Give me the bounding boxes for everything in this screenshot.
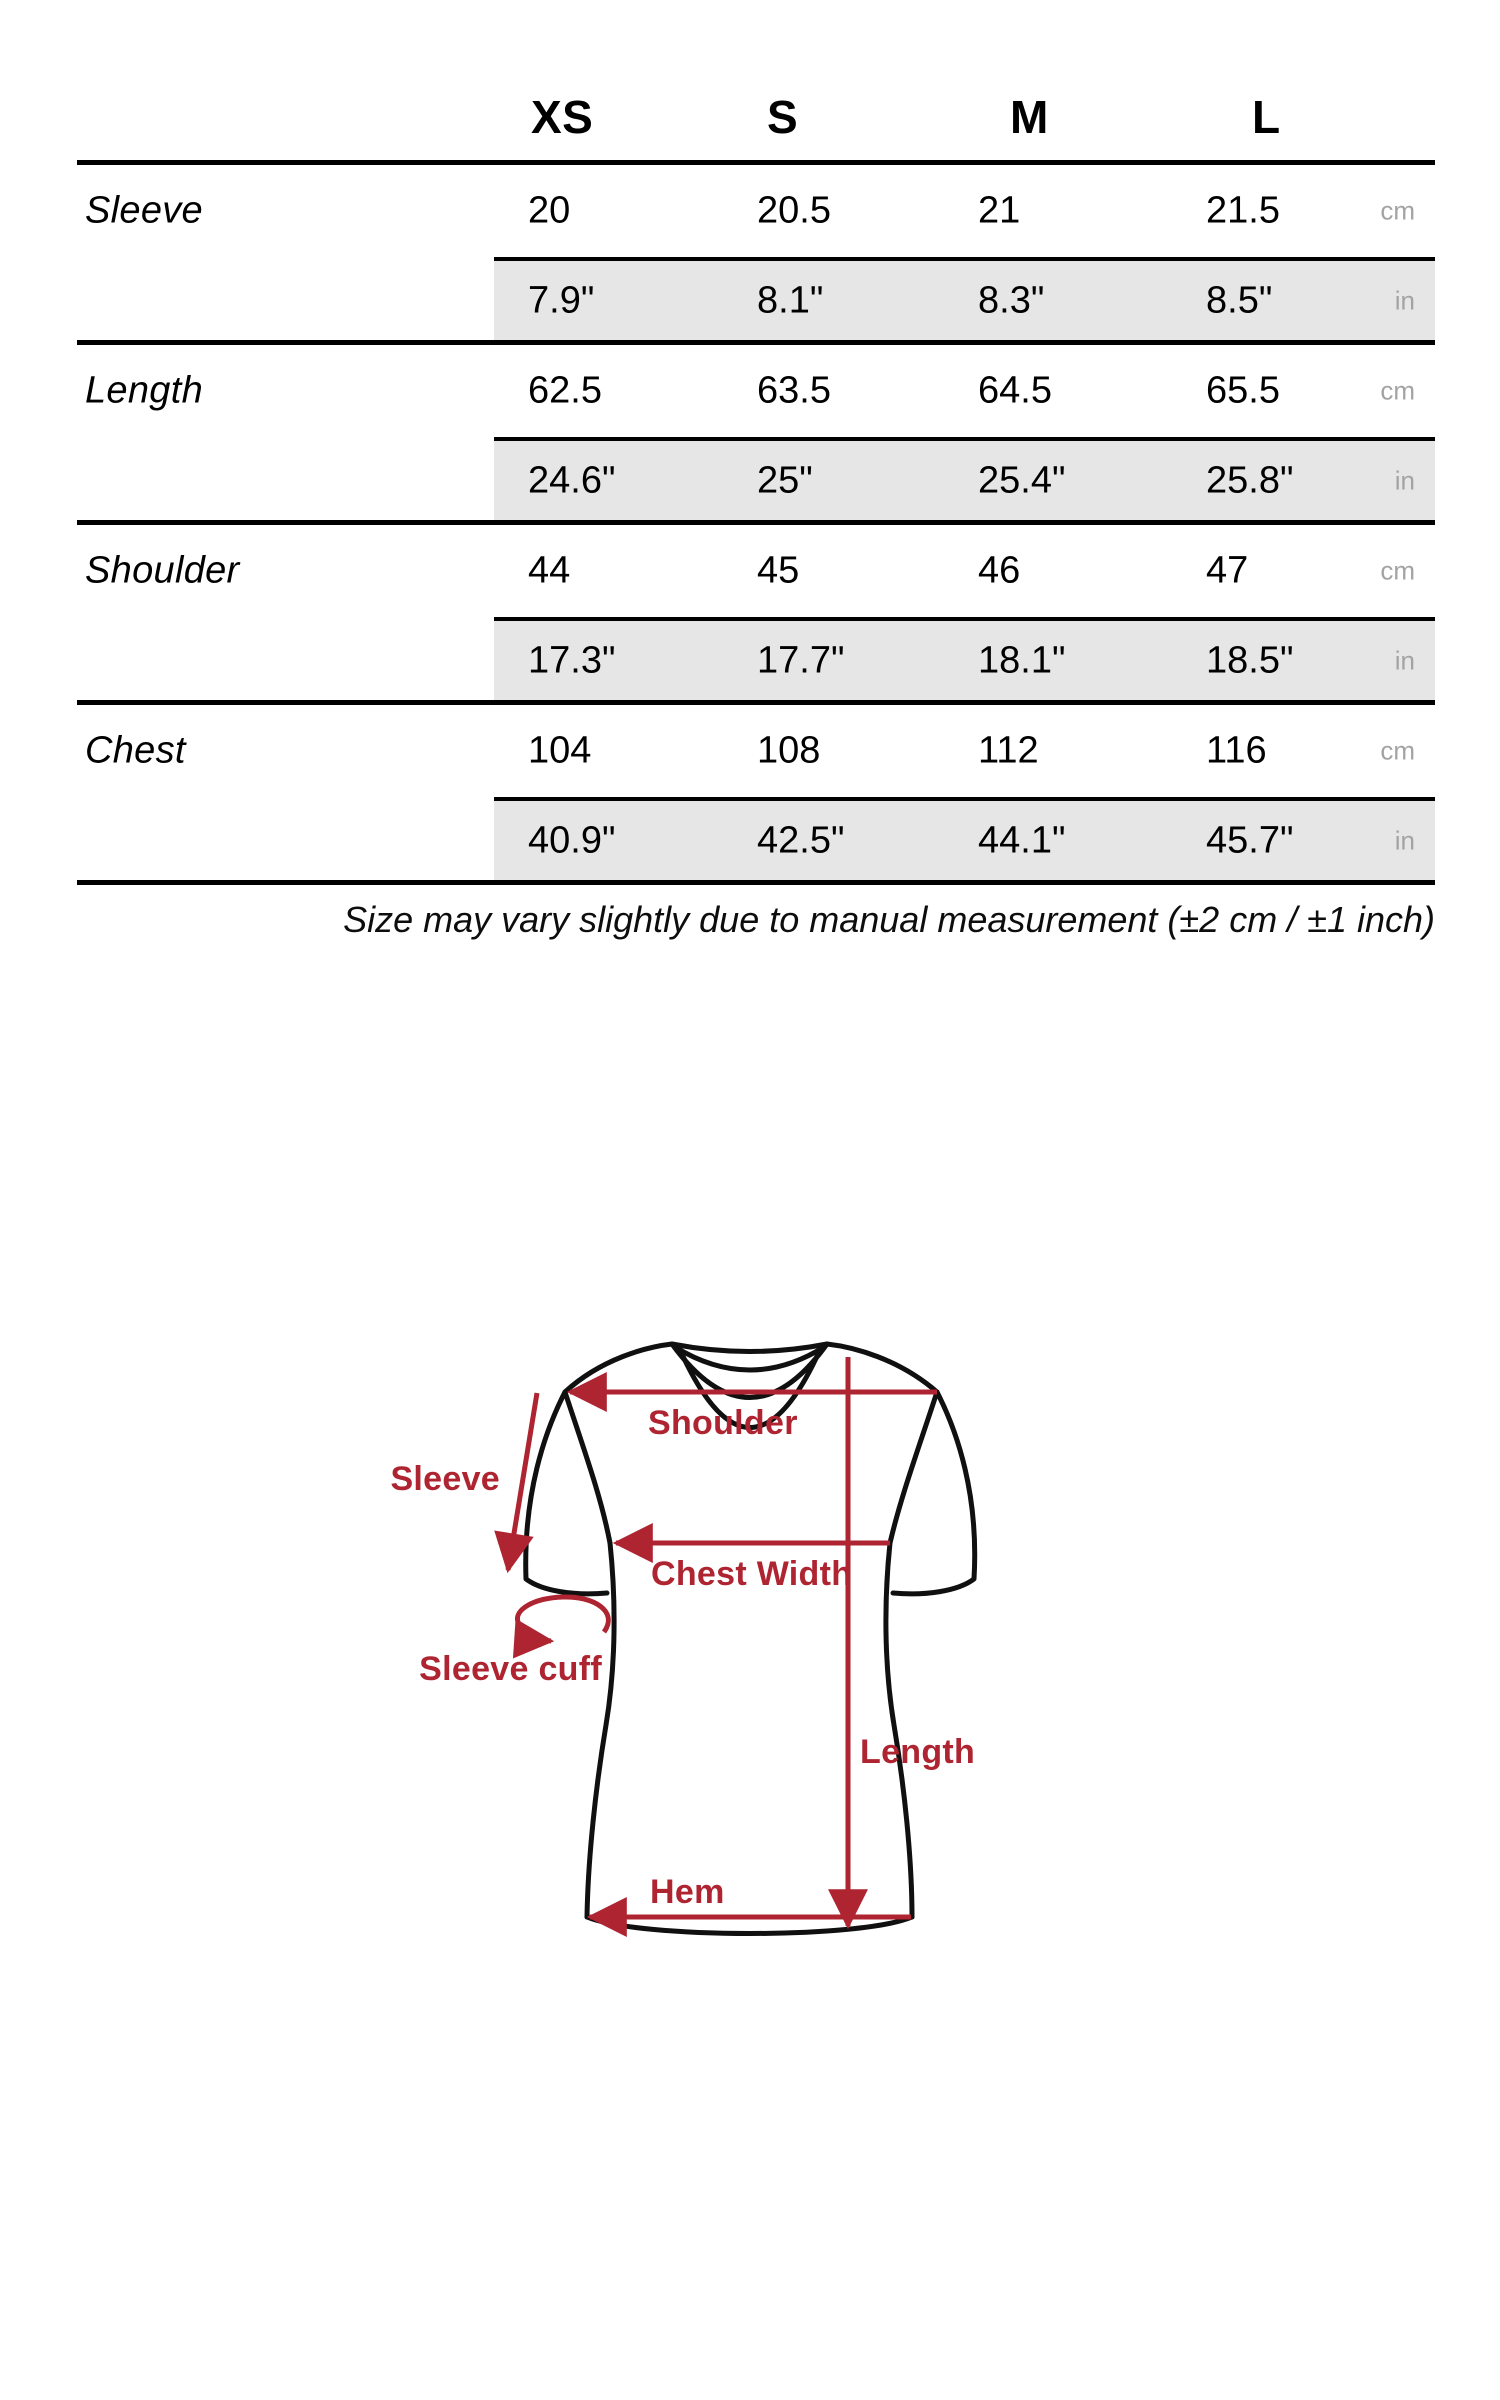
cell-chest-l-in: 45.7" (1206, 819, 1294, 861)
length-label: Length (860, 1733, 976, 1771)
cell-sleeve-s-in: 8.1" (757, 279, 824, 321)
cell-shoulder-s-in: 17.7" (757, 639, 845, 681)
cell-chest-l-cm: 116 (1206, 729, 1267, 772)
cell-length-l-cm: 65.5 (1206, 369, 1280, 412)
hem-label: Hem (650, 1873, 725, 1911)
sleeve-cm-row (77, 165, 1435, 257)
chest-width-label: Chest Width (651, 1555, 853, 1593)
tshirt-collar-back (672, 1344, 827, 1352)
cell-length-xs-in: 24.6" (528, 459, 616, 501)
row-group-shoulder (77, 525, 1435, 705)
cell-chest-s-in: 42.5" (757, 819, 845, 861)
cell-length-xs-cm: 62.5 (528, 369, 602, 412)
cell-chest-xs-in: 40.9" (528, 819, 616, 861)
row-label-length: Length (85, 369, 204, 412)
sleeve-cuff-label: Sleeve cuff (419, 1650, 602, 1688)
size-chart-table (77, 55, 1435, 941)
cell-chest-xs-cm: 104 (528, 729, 592, 772)
sleeve-cuff-arrow (517, 1597, 608, 1641)
cell-shoulder-m-cm: 46 (978, 549, 1021, 592)
row-label-shoulder: Shoulder (85, 549, 240, 592)
unit-label-cm: cm (1380, 735, 1415, 766)
unit-label-cm: cm (1380, 555, 1415, 586)
cell-sleeve-m-in: 8.3" (978, 279, 1045, 321)
tshirt-right-side-seam (886, 1543, 912, 1917)
unit-label-cm: cm (1380, 195, 1415, 226)
cell-chest-s-cm: 108 (757, 729, 821, 772)
cell-sleeve-s-cm: 20.5 (757, 189, 831, 232)
size-header-l: L (1252, 91, 1281, 143)
shoulder-inch-row (494, 617, 1435, 700)
row-group-sleeve (77, 165, 1435, 345)
sleeve-inch-row (494, 257, 1435, 340)
unit-label-in: in (1394, 465, 1415, 495)
row-group-chest (77, 705, 1435, 885)
shoulder-label: Shoulder (648, 1404, 798, 1442)
measurement-disclaimer: Size may vary slightly due to manual measurement (±2 cm / ±1 inch) (343, 899, 1435, 940)
cell-length-l-in: 25.8" (1206, 459, 1294, 501)
cell-sleeve-l-cm: 21.5 (1206, 189, 1280, 232)
cell-shoulder-l-cm: 47 (1206, 549, 1249, 592)
tshirt-measurement-diagram (0, 1280, 1500, 2000)
row-label-sleeve: Sleeve (85, 189, 203, 232)
chest-inch-row (494, 797, 1435, 880)
length-inch-row (494, 437, 1435, 520)
unit-label-cm: cm (1380, 375, 1415, 406)
length-cm-row (77, 345, 1435, 437)
cell-length-m-cm: 64.5 (978, 369, 1052, 412)
unit-label-in: in (1394, 645, 1415, 675)
cell-sleeve-xs-in: 7.9" (528, 279, 595, 321)
cell-shoulder-xs-cm: 44 (528, 549, 571, 592)
cell-length-s-cm: 63.5 (757, 369, 831, 412)
row-group-length (77, 345, 1435, 525)
size-header-s: S (767, 91, 799, 143)
cell-sleeve-xs-cm: 20 (528, 189, 571, 232)
tshirt-diagram-svg (0, 1280, 1500, 2000)
cell-chest-m-cm: 112 (978, 729, 1039, 772)
size-header-row (77, 55, 1435, 165)
size-header-m: M (1010, 91, 1049, 143)
size-header-xs: XS (531, 91, 594, 143)
sleeve-label: Sleeve (390, 1460, 500, 1498)
cell-sleeve-m-cm: 21 (978, 189, 1021, 232)
cell-shoulder-m-in: 18.1" (978, 639, 1066, 681)
cell-shoulder-xs-in: 17.3" (528, 639, 616, 681)
cell-chest-m-in: 44.1" (978, 819, 1066, 861)
cell-sleeve-l-in: 8.5" (1206, 279, 1273, 321)
cell-length-s-in: 25" (757, 459, 813, 501)
tshirt-left-armhole-seam (565, 1392, 610, 1543)
chest-cm-row (77, 705, 1435, 797)
shoulder-cm-row (77, 525, 1435, 617)
unit-label-in: in (1394, 825, 1415, 855)
row-label-chest: Chest (85, 729, 186, 772)
cell-shoulder-s-cm: 45 (757, 549, 800, 592)
tshirt-right-armhole-seam (890, 1392, 937, 1543)
cell-shoulder-l-in: 18.5" (1206, 639, 1294, 681)
unit-label-in: in (1394, 285, 1415, 315)
cell-length-m-in: 25.4" (978, 459, 1066, 501)
